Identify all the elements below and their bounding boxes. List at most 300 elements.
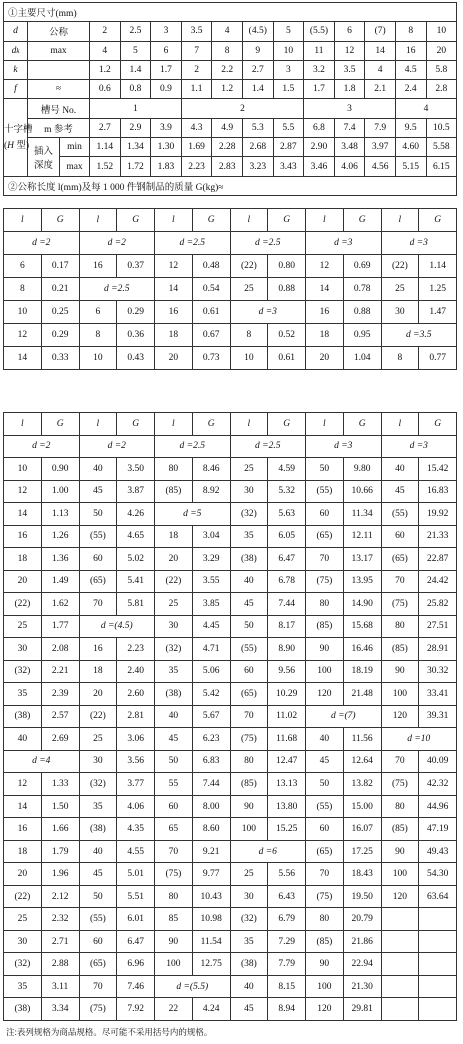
table-cell: 29.81 (343, 998, 381, 1021)
table-cell: (32) (230, 503, 268, 526)
table-cell: 12.75 (192, 953, 230, 976)
table-row (4, 660, 457, 683)
table-cell: l (155, 413, 193, 436)
table-cell: 9.21 (192, 840, 230, 863)
table-cell: 40 (4, 728, 42, 751)
table-cell: 2.4 (395, 80, 426, 99)
table-cell: 42.32 (419, 773, 457, 796)
table-cell: 1.26 (41, 525, 79, 548)
table-cell: 0.78 (343, 278, 381, 301)
table-cell: (75) (155, 863, 193, 886)
table-cell: 5.06 (192, 660, 230, 683)
table-cell: 1.96 (41, 863, 79, 886)
table-cell: (38) (4, 998, 42, 1021)
table-cell: 2.8 (426, 80, 457, 99)
table-cell: 14.90 (343, 593, 381, 616)
table-cell: l (4, 209, 42, 232)
table-cell: 4 (365, 60, 396, 79)
table-cell: 39.31 (419, 705, 457, 728)
table-cell: 18 (79, 660, 117, 683)
table-cell: 2.60 (117, 683, 155, 706)
table-cell: (65) (381, 548, 419, 571)
mass-table-long (3, 412, 457, 1021)
table-cell: 6.43 (268, 885, 306, 908)
table-row (4, 525, 457, 548)
table-cell: 30 (230, 480, 268, 503)
table-cell: 35 (79, 795, 117, 818)
table-cell: 5.3 (242, 118, 273, 137)
d-group-header: d =2 (4, 435, 80, 458)
table-cell: 1.62 (41, 593, 79, 616)
table-cell: l (381, 209, 419, 232)
table-cell: (75) (381, 773, 419, 796)
table-cell: 1.66 (41, 818, 79, 841)
table-cell: 13.17 (343, 548, 381, 571)
table-cell: (38) (4, 705, 42, 728)
table-cell: 1.7 (151, 60, 182, 79)
table-cell: 14 (4, 347, 42, 370)
table-cell: G (117, 209, 155, 232)
table-cell: G (268, 413, 306, 436)
table-cell: 0.52 (268, 324, 306, 347)
d-group-header: d =(5.5) (155, 975, 231, 998)
table-cell: 14 (306, 278, 344, 301)
table-cell: l (306, 413, 344, 436)
table-cell: 1.36 (41, 548, 79, 571)
table-cell (419, 975, 457, 998)
table-cell: 4.9 (212, 118, 243, 137)
table-cell: 12 (306, 255, 344, 278)
table-cell: 1.25 (419, 278, 457, 301)
table-cell: 70 (155, 840, 193, 863)
table-cell: 5.56 (268, 863, 306, 886)
table-row (4, 773, 457, 796)
table-row (4, 750, 457, 773)
table-cell: 49.43 (419, 840, 457, 863)
table-cell: (75) (306, 570, 344, 593)
table-row (4, 157, 457, 176)
table-cell: 16 (395, 41, 426, 60)
table-cell: 40 (79, 840, 117, 863)
table-cell: 8 (212, 41, 243, 60)
table-row (4, 593, 457, 616)
table-cell: (55) (230, 638, 268, 661)
table-cell: 0.69 (343, 255, 381, 278)
table-cell: 1.77 (41, 615, 79, 638)
table-cell: G (419, 413, 457, 436)
table-cell: 0.54 (192, 278, 230, 301)
table-cell: 90 (155, 930, 193, 953)
table-cell: 25 (230, 863, 268, 886)
table-cell: 8 (79, 324, 117, 347)
table-cell: 28.91 (419, 638, 457, 661)
table-cell: 7 (181, 41, 212, 60)
table-cell: 15.00 (343, 795, 381, 818)
table-cell: 8.94 (268, 998, 306, 1021)
table-cell: 3.85 (192, 593, 230, 616)
table-cell (419, 953, 457, 976)
table-cell: 40 (230, 570, 268, 593)
table-cell: 0.61 (268, 347, 306, 370)
table-cell: 14 (4, 795, 42, 818)
table-row (4, 503, 457, 526)
table-cell: 4.71 (192, 638, 230, 661)
table-cell: 4.55 (117, 840, 155, 863)
table-cell: 60 (306, 503, 344, 526)
table-cell: 60 (79, 930, 117, 953)
table-row (4, 930, 457, 953)
table-cell: 35 (230, 930, 268, 953)
table-cell: 5.5 (273, 118, 304, 137)
table-cell: 3.43 (273, 157, 304, 176)
table-cell: 2.7 (242, 60, 273, 79)
table-cell: 2.39 (41, 683, 79, 706)
table-cell: 60 (155, 795, 193, 818)
table-cell: 50 (306, 458, 344, 481)
d-group-header: d =2.5 (230, 435, 306, 458)
table-cell: 30 (4, 638, 42, 661)
table-cell: (85) (381, 818, 419, 841)
table-cell: 0.48 (192, 255, 230, 278)
table-cell: 80 (155, 458, 193, 481)
table-cell: (22) (381, 255, 419, 278)
table-cell: 3.5 (181, 22, 212, 41)
table-row (4, 480, 457, 503)
table-cell: 40 (230, 975, 268, 998)
table-cell: 1.47 (419, 301, 457, 324)
d-group-header: d =5 (155, 503, 231, 526)
table-cell: 1.8 (334, 80, 365, 99)
table-cell: 4.24 (192, 998, 230, 1021)
table-cell: 19.50 (343, 885, 381, 908)
table-cell (381, 953, 419, 976)
table-cell: 2.87 (273, 138, 304, 157)
table-cell: 16.83 (419, 480, 457, 503)
table-cell: 3 (273, 60, 304, 79)
table-cell: 70 (230, 705, 268, 728)
d-group-header: d =2 (79, 232, 155, 255)
table-cell: 21.33 (419, 525, 457, 548)
table-cell: 槽号 No. (28, 99, 90, 118)
table-cell: 44.96 (419, 795, 457, 818)
table-row (4, 301, 457, 324)
table-cell: (22) (4, 593, 42, 616)
table-cell: 13.13 (268, 773, 306, 796)
table-cell: (32) (4, 660, 42, 683)
table-cell: 4 (212, 22, 243, 41)
table-cell: 6 (79, 301, 117, 324)
table-cell: 10 (4, 458, 42, 481)
table-cell: 35 (4, 683, 42, 706)
table-cell: 0.17 (41, 255, 79, 278)
table-cell: 13.95 (343, 570, 381, 593)
table-cell: 2.28 (212, 138, 243, 157)
table-cell: 25 (79, 728, 117, 751)
table-cell: 5.81 (117, 593, 155, 616)
table-cell: 3.9 (151, 118, 182, 137)
d-group-header: d =3.5 (381, 324, 457, 347)
cross-slot-label: 十字槽 (H 型) (4, 99, 28, 176)
table-cell: (4.5) (242, 22, 273, 41)
table-cell: 12.11 (343, 525, 381, 548)
table-cell: 45 (79, 863, 117, 886)
nominal-label: 公称 (28, 22, 90, 41)
table-cell: 12.64 (343, 750, 381, 773)
table-row (4, 41, 457, 60)
table-cell: 60 (79, 548, 117, 571)
table-cell: 16 (79, 638, 117, 661)
table-cell: 5.32 (268, 480, 306, 503)
table-cell: 1.2 (212, 80, 243, 99)
table-cell: 16 (4, 818, 42, 841)
table-cell: 4.06 (334, 157, 365, 176)
table-cell: 1.00 (41, 480, 79, 503)
table-cell: 13.80 (268, 795, 306, 818)
table-cell: 45 (306, 750, 344, 773)
table-cell: 3.87 (117, 480, 155, 503)
table-cell: 20 (155, 347, 193, 370)
table-cell: 6.05 (268, 525, 306, 548)
table-cell: l (230, 209, 268, 232)
table-cell: l (79, 413, 117, 436)
table-cell: 18 (306, 324, 344, 347)
table-cell: 1.83 (151, 157, 182, 176)
table-cell: 6.8 (304, 118, 335, 137)
table-cell: 80 (381, 795, 419, 818)
table-cell: 0.77 (419, 347, 457, 370)
table-cell: 0.21 (41, 278, 79, 301)
table-cell: 16.07 (343, 818, 381, 841)
table-cell: 33.41 (419, 683, 457, 706)
table-cell: 2.83 (212, 157, 243, 176)
table-cell: 1.33 (41, 773, 79, 796)
table-cell: G (117, 413, 155, 436)
table-cell: 7.44 (268, 593, 306, 616)
table-cell: 6 (151, 41, 182, 60)
table-cell: 5.51 (117, 885, 155, 908)
table-cell: 5.67 (192, 705, 230, 728)
table-cell (381, 998, 419, 1021)
table-cell: 45 (79, 480, 117, 503)
table-cell: 11.54 (192, 930, 230, 953)
table-cell: 21.86 (343, 930, 381, 953)
table-cell: (65) (79, 953, 117, 976)
table-cell: 1.5 (273, 80, 304, 99)
table-cell: 3.48 (334, 138, 365, 157)
table-cell: max (28, 41, 90, 60)
table-row (4, 795, 457, 818)
table-row (4, 885, 457, 908)
table-cell: 10 (230, 347, 268, 370)
table-cell: 5.58 (426, 138, 457, 157)
table-cell: 3.5 (334, 60, 365, 79)
table-cell: l (155, 209, 193, 232)
d-group-header: d =3 (381, 232, 457, 255)
table-cell: 3.56 (117, 750, 155, 773)
table-cell: 4.06 (117, 795, 155, 818)
table-cell: 3.29 (192, 548, 230, 571)
table-cell: max (60, 157, 90, 176)
table-cell: 2.71 (41, 930, 79, 953)
d-group-header: d =3 (230, 301, 306, 324)
table-cell: 21.48 (343, 683, 381, 706)
table-cell: 11.34 (343, 503, 381, 526)
table-row (4, 255, 457, 278)
section1-title: ①主要尺寸(mm) (4, 3, 457, 22)
table-cell: 2.68 (242, 138, 273, 157)
table-cell: G (192, 413, 230, 436)
section2-title: ②公称长度 l(mm)及每 1 000 件钢制品的质量 G(kg)≈ (4, 176, 457, 195)
table-cell: 50 (155, 750, 193, 773)
table-cell: ≈ (28, 80, 90, 99)
table-cell: 25 (4, 615, 42, 638)
table-cell: 30 (155, 615, 193, 638)
table-cell: (65) (230, 683, 268, 706)
table-cell: 8 (395, 22, 426, 41)
table-cell: 0.88 (343, 301, 381, 324)
table-cell: (32) (155, 638, 193, 661)
table-cell: 120 (306, 683, 344, 706)
table-cell: 7.46 (117, 975, 155, 998)
table-cell: 9.56 (268, 660, 306, 683)
table-cell: 4 (90, 41, 121, 60)
table-row (4, 413, 457, 436)
table-cell: 8.46 (192, 458, 230, 481)
dimensions-table (3, 2, 457, 196)
table-cell: 10.43 (192, 885, 230, 908)
table-cell (419, 930, 457, 953)
table-cell: 70 (79, 593, 117, 616)
table-cell: 30 (230, 885, 268, 908)
table-cell: 60 (306, 818, 344, 841)
table-cell: 30 (4, 930, 42, 953)
table-row (4, 324, 457, 347)
table-cell: 9.80 (343, 458, 381, 481)
table-cell: 40.09 (419, 750, 457, 773)
table-cell: 4.35 (117, 818, 155, 841)
table-cell: (65) (306, 840, 344, 863)
table-cell: 80 (230, 750, 268, 773)
table-cell: (7) (365, 22, 396, 41)
table-row (4, 118, 457, 137)
table-cell: 3.50 (117, 458, 155, 481)
table-cell: (55) (79, 525, 117, 548)
table-cell: 80 (306, 908, 344, 931)
table-cell: 2.23 (181, 157, 212, 176)
table-cell: 6.23 (192, 728, 230, 751)
table-cell: 18 (155, 525, 193, 548)
table-cell: (55) (381, 503, 419, 526)
d-group-header: d =10 (381, 728, 457, 751)
table-cell (381, 975, 419, 998)
table-cell: 0.6 (90, 80, 121, 99)
table-cell: (32) (4, 953, 42, 976)
table-cell: 100 (155, 953, 193, 976)
table-cell: 1.79 (41, 840, 79, 863)
table-cell: 0.61 (192, 301, 230, 324)
table-cell: 1.1 (181, 80, 212, 99)
d-group-header: d =3 (306, 232, 382, 255)
table-cell: 5.15 (395, 157, 426, 176)
table-cell: (38) (230, 953, 268, 976)
table-cell: 4.60 (395, 138, 426, 157)
table-cell: 60 (230, 660, 268, 683)
table-cell: 3.23 (242, 157, 273, 176)
table-cell: 6 (334, 22, 365, 41)
table-cell: 3 (151, 22, 182, 41)
d-group-header: d =(7) (306, 705, 382, 728)
table-cell: 0.90 (41, 458, 79, 481)
table-cell (419, 998, 457, 1021)
table-cell: 4.5 (395, 60, 426, 79)
table-cell: 27.51 (419, 615, 457, 638)
table-cell: 1 (90, 99, 182, 118)
table-row (4, 975, 457, 998)
d-group-header: d =2.5 (79, 278, 155, 301)
table-cell: 5.63 (268, 503, 306, 526)
table-cell: (22) (4, 885, 42, 908)
table-row (4, 347, 457, 370)
table-cell: 2.21 (41, 660, 79, 683)
table-cell: 18.43 (343, 863, 381, 886)
table-cell: 20 (4, 863, 42, 886)
table-cell: 1.14 (90, 138, 121, 157)
table-cell: 45 (230, 593, 268, 616)
table-cell: (85) (230, 773, 268, 796)
table-cell: 45 (381, 480, 419, 503)
table-cell: 100 (381, 683, 419, 706)
table-cell: (38) (155, 683, 193, 706)
table-cell: 70 (79, 975, 117, 998)
table-cell: 0.9 (151, 80, 182, 99)
table-cell: 5 (120, 41, 151, 60)
table-cell: 20 (79, 683, 117, 706)
table-cell: 12.47 (268, 750, 306, 773)
table-cell: 13.82 (343, 773, 381, 796)
table-cell: 9.5 (395, 118, 426, 137)
table-cell: 90 (381, 660, 419, 683)
table-cell: l (79, 209, 117, 232)
table-cell: 8.90 (268, 638, 306, 661)
table-cell: 100 (381, 863, 419, 886)
table-cell: 30.32 (419, 660, 457, 683)
table-cell: 4.45 (192, 615, 230, 638)
table-cell: 1.30 (151, 138, 182, 157)
d-group-header: d =6 (230, 840, 306, 863)
table-cell: 0.25 (41, 301, 79, 324)
table-cell: 2.57 (41, 705, 79, 728)
table-cell: (55) (306, 795, 344, 818)
table-cell: (85) (155, 480, 193, 503)
table-cell: (65) (306, 525, 344, 548)
table-cell: 5.01 (117, 863, 155, 886)
table-cell: 6.96 (117, 953, 155, 976)
table-cell: 100 (230, 818, 268, 841)
table-cell: (32) (230, 908, 268, 931)
table-cell: 30 (381, 301, 419, 324)
table-cell: 120 (306, 998, 344, 1021)
table-cell: 90 (381, 840, 419, 863)
d-group-header: d =(4.5) (79, 615, 155, 638)
table-cell: 90 (306, 638, 344, 661)
table-cell: f (4, 80, 28, 99)
table-cell: G (343, 413, 381, 436)
table-cell: 45 (230, 998, 268, 1021)
table-cell: 20.79 (343, 908, 381, 931)
table-row (4, 840, 457, 863)
table-cell: 12 (4, 324, 42, 347)
table-cell: 6.01 (117, 908, 155, 931)
